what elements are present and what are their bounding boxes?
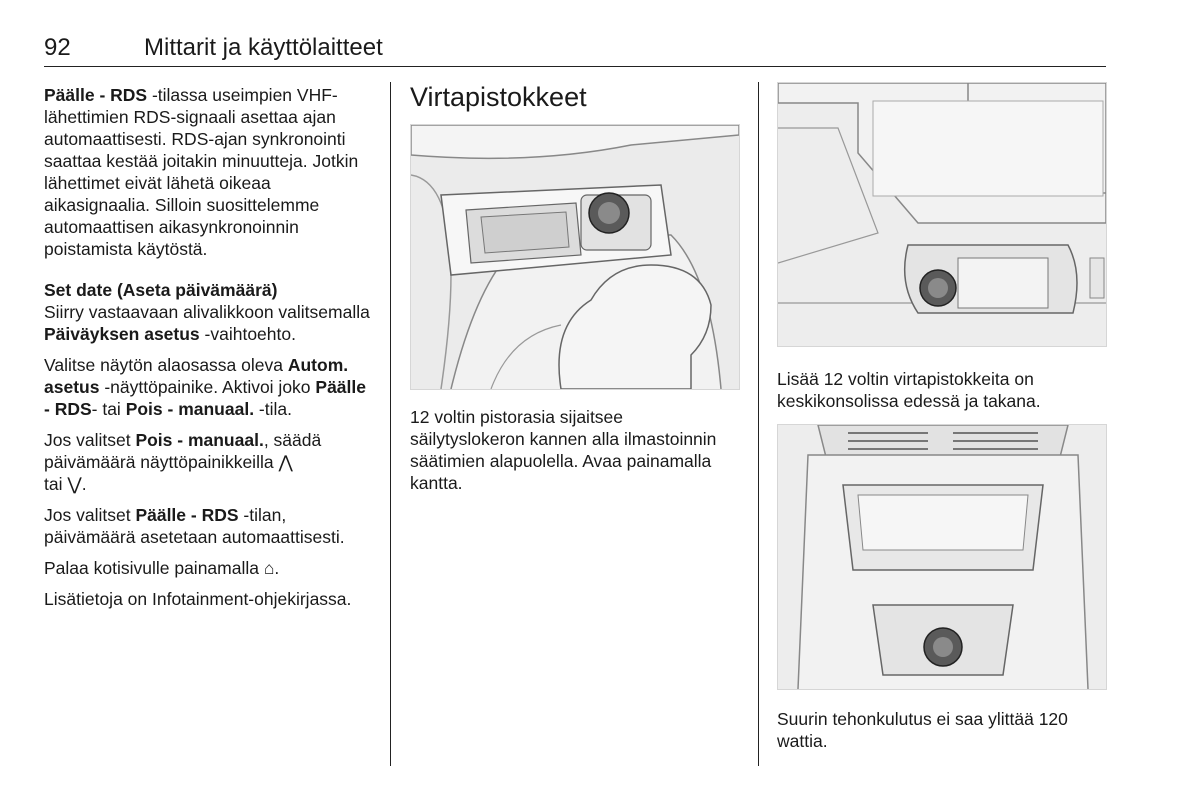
paragraph-rds-time xyxy=(44,84,374,260)
text: Jos valitset xyxy=(44,430,136,450)
paragraph-manual-date xyxy=(44,429,374,495)
text: , säädä päivämäärä näyttöpainikkeilla xyxy=(44,430,322,472)
text: . xyxy=(81,474,87,494)
figure-rear-socket xyxy=(777,424,1107,690)
term-paalle-rds: Päälle - RDS xyxy=(135,505,239,525)
chevron-down-icon: ⋁ xyxy=(67,474,82,494)
column-divider-1 xyxy=(390,82,391,766)
rear-console-illustration xyxy=(778,83,1106,346)
text: -tilan, päivämäärä asetetaan automaattisesti. xyxy=(44,505,345,547)
chevron-up-icon: ⋀ xyxy=(278,452,293,472)
column-1 xyxy=(44,84,374,619)
home-icon: ⌂ xyxy=(263,558,275,578)
text: -tilassa useimpien VHF-lähettimien RDS-signaali asettaa ajan automaattisesti. RDS-ajan synkronointi saattaa kestää joitakin minuutteja. Jotkin lähettimet eivät lähetä oikeaa aikasignaalia. Silloin suosittelemme automaattisen aikasynkronoinnin poistamista käytöstä. xyxy=(44,85,359,259)
page-number: 92 xyxy=(44,34,71,61)
heading-text: Set date (Aseta päivämäärä) xyxy=(44,280,278,300)
paragraph-auto-setting xyxy=(44,354,374,420)
chapter-title: Mittarit ja käyttölaitteet xyxy=(144,34,383,61)
caption-max-power: Suurin tehonkulutus ei saa ylittää 120 wattia. xyxy=(777,709,1068,751)
paragraph-rds-date xyxy=(44,504,374,548)
text: Valitse näytön alaosassa oleva xyxy=(44,355,288,375)
front-console-illustration xyxy=(411,125,739,389)
text: -näyttöpainike. Aktivoi joko xyxy=(99,377,316,397)
column-divider-2 xyxy=(758,82,759,766)
text: -tila. xyxy=(254,399,292,419)
caption-front-socket: 12 voltin pistorasia sijaitsee säilytyslokeron kannen alla ilmastoinnin säätimien alapuolella. Avaa painamalla kantta. xyxy=(410,407,717,493)
text: -vaihtoehto. xyxy=(199,324,296,344)
text: Jos valitset xyxy=(44,505,136,525)
figure-front-socket xyxy=(410,124,740,390)
caption-extra-sockets: Lisää 12 voltin virtapistokkeita on keskikonsolissa edessä ja takana. xyxy=(777,369,1041,411)
page-header xyxy=(44,34,1106,67)
term-paalle-rds: Päälle - RDS xyxy=(44,85,148,105)
rear-socket-illustration xyxy=(778,425,1106,689)
text: - tai xyxy=(91,399,126,419)
text: Siirry vastaavaan alivalikkoon valitsemalla xyxy=(44,302,370,322)
term-paalle-rds: Päälle - RDS xyxy=(44,377,367,419)
term-autom-asetus: Autom. asetus xyxy=(44,355,349,397)
text: . xyxy=(274,558,280,578)
term-paivayksen-asetus: Päiväyksen asetus xyxy=(44,324,200,344)
text: tai xyxy=(44,474,68,494)
paragraph-home xyxy=(44,557,374,579)
text: Palaa kotisivulle painamalla xyxy=(44,558,264,578)
section-title: Virtapistokkeet xyxy=(410,82,587,112)
figure-rear-storage xyxy=(777,82,1107,347)
term-pois-manuaal: Pois - manuaal. xyxy=(125,399,255,419)
section-heading-set-date xyxy=(44,279,374,301)
paragraph-more-info: Lisätietoja on Infotainment-ohjekirjassa. xyxy=(44,589,352,609)
paragraph-set-date-menu xyxy=(44,301,374,345)
term-pois-manuaal: Pois - manuaal. xyxy=(135,430,264,450)
